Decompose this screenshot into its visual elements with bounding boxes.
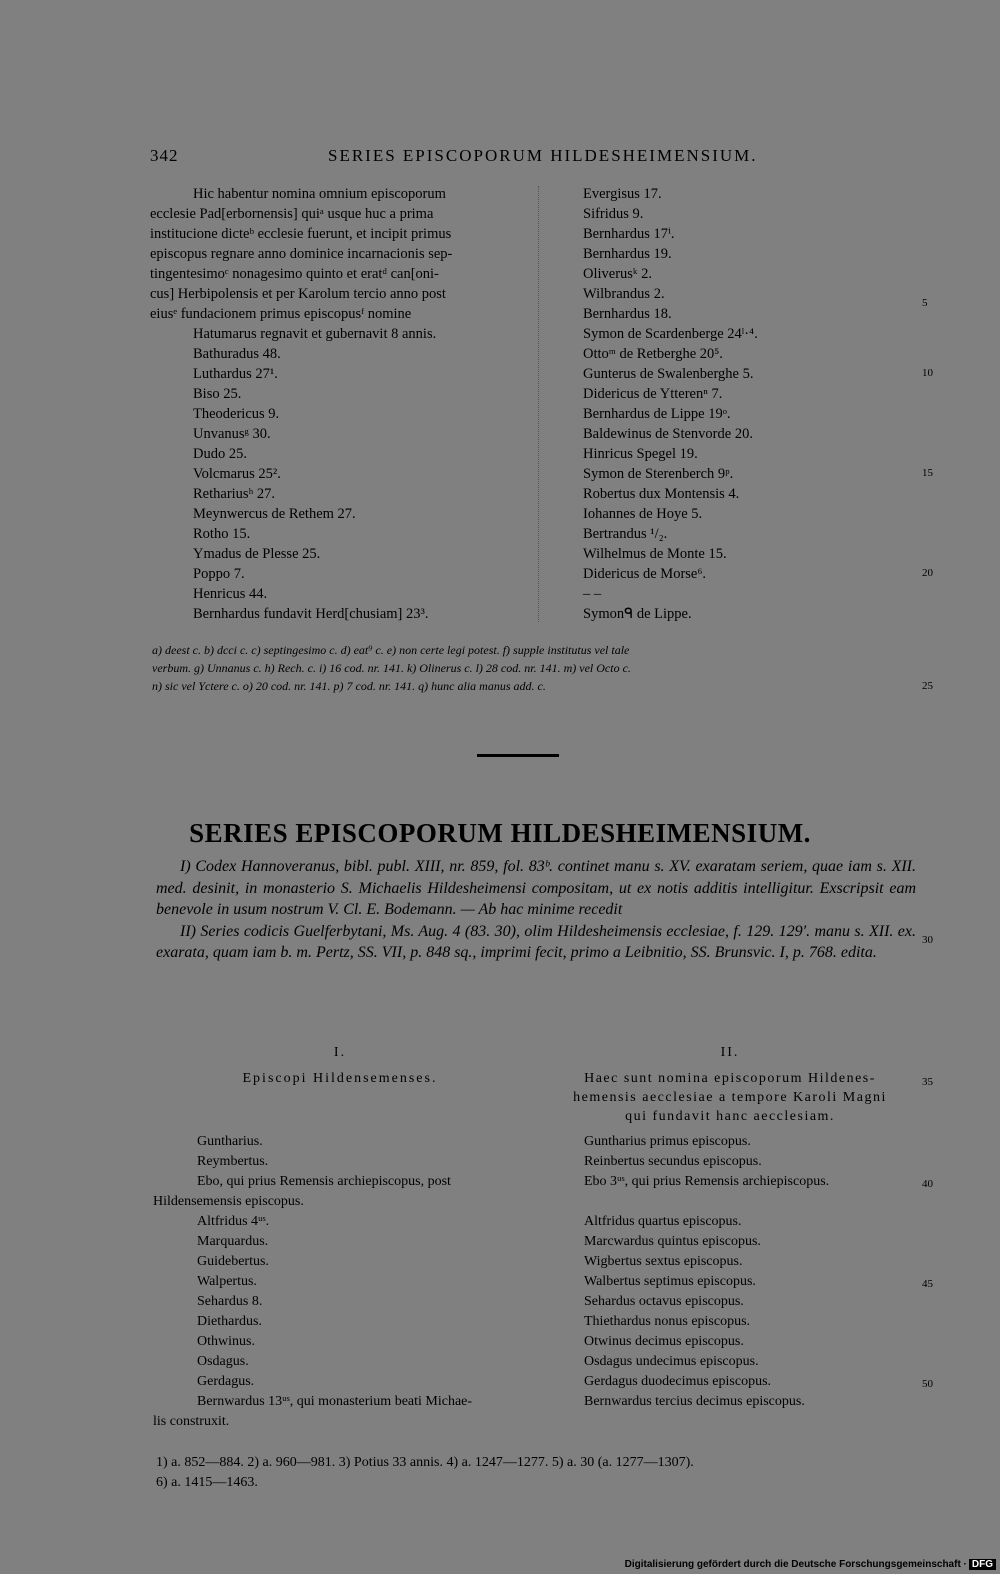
- line-number: 30: [922, 934, 933, 946]
- col2-heading-line: hemensis aecclesiae a tempore Karoli Magni: [573, 1090, 887, 1105]
- text-line: – –: [583, 586, 602, 602]
- page-number: 342: [150, 146, 179, 165]
- text-line: ecclesie Pad[erbornensis] quiᵃ usque huc a prima: [150, 206, 434, 222]
- text-line: tingentesimoᶜ nonagesimo quinto et eratᵈ can[oni-: [150, 266, 439, 282]
- text-line: Rotho 15.: [193, 526, 251, 542]
- text-line: Bernhardus fundavit Herd[chusiam] 23³.: [193, 606, 429, 622]
- bottom-note: 6) a. 1415—1463.: [156, 1475, 258, 1490]
- line-number: 15: [922, 467, 933, 479]
- footer-text: Digitalisierung gefördert durch die Deutsche Forschungsgemeinschaft ·: [624, 1559, 967, 1570]
- text-line: Gerdagus duodecimus episcopus.: [584, 1374, 772, 1389]
- text-line: Altfridus 4ᵘˢ.: [197, 1214, 270, 1229]
- text-line: Baldewinus de Stenvorde 20.: [583, 426, 753, 442]
- bottom-note: 1) a. 852—884. 2) a. 960—981. 3) Potius 33 annis. 4) a. 1247—1277. 5) a. 30 (a. 1277—1307).: [156, 1455, 694, 1470]
- line-number: 25: [922, 680, 933, 692]
- text-line: Bernwardus tercius decimus episcopus.: [584, 1394, 805, 1409]
- line-number: 50: [922, 1378, 933, 1390]
- dfg-footer: [625, 1559, 996, 1570]
- text-line: Walbertus septimus episcopus.: [584, 1274, 756, 1289]
- col1-roman: I.: [333, 1045, 347, 1060]
- col2-heading-line: qui fundavit hanc aecclesiam.: [625, 1109, 835, 1124]
- text-line: Symonᑫ de Lippe.: [583, 606, 692, 622]
- line-number: 10: [922, 367, 933, 379]
- text-line: Volcmarus 25².: [193, 466, 281, 482]
- intro-paragraph-1: I) Codex Hannoveranus, bibl. publ. XIII, nr. 859, fol. 83ᵇ. continet manu s. XV. exaratam seriem, quae iam s. XII. med. desinit, in monasterio S. Michaelis Hildesheimensi compositam, ut ex notis additis intelligitur. Exscripsit eam benevole in usum nostrum V. Cl. E. Bodemann. — Ab hac minime recedit: [156, 858, 916, 918]
- text-line: Guntharius.: [197, 1134, 263, 1149]
- text-line: Rethariusʰ 27.: [193, 486, 275, 502]
- text-line: Ebo 3ᵘˢ, qui prius Remensis archiepiscopus.: [584, 1174, 830, 1189]
- text-line: Sehardus 8.: [197, 1294, 263, 1309]
- line-number: 40: [922, 1178, 933, 1190]
- text-line: Bernhardus de Lippe 19ᵒ.: [583, 406, 731, 422]
- line-number: 45: [922, 1278, 933, 1290]
- footnote-line: n) sic vel Yctere c. o) 20 cod. nr. 141. p) 7 cod. nr. 141. q) hunc alia manus add. c.: [152, 679, 546, 693]
- text-line: Bertrandus ¹/₂.: [583, 526, 668, 542]
- text-line: Walpertus.: [197, 1274, 257, 1289]
- text-line: Gerdagus.: [197, 1374, 255, 1389]
- text-line: Ymadus de Plesse 25.: [193, 546, 321, 562]
- text-line: Unvanusᵍ 30.: [193, 426, 271, 442]
- dfg-logo: DFG: [969, 1559, 996, 1570]
- text-line: Osdagus undecimus episcopus.: [584, 1354, 759, 1369]
- text-line: Robertus dux Montensis 4.: [583, 486, 740, 502]
- text-line: Guidebertus.: [197, 1254, 269, 1269]
- text-line: Altfridus quartus episcopus.: [584, 1214, 742, 1229]
- col2-heading-line: Haec sunt nomina episcoporum Hildenes-: [584, 1071, 876, 1086]
- text-line: Bernhardus 18.: [583, 306, 672, 322]
- text-line: Bernwardus 13ᵘˢ, qui monasterium beati Michae-: [197, 1394, 473, 1409]
- col1-heading: Episcopi Hildensemenses.: [242, 1071, 438, 1086]
- text-line: Sehardus octavus episcopus.: [584, 1294, 744, 1309]
- text-line: Otwinus decimus episcopus.: [584, 1334, 744, 1349]
- text-line: Ebo, qui prius Remensis archiepiscopus, post: [197, 1174, 451, 1189]
- text-line: Ottoᵐ de Retberghe 20⁵.: [583, 346, 723, 362]
- text-line: Thiethardus nonus episcopus.: [584, 1314, 751, 1329]
- text-line: institucione dicteᵇ ecclesie fuerunt, et incipit primus: [150, 226, 452, 242]
- text-line: Bernhardus 19.: [583, 246, 672, 262]
- text-line: Poppo 7.: [193, 566, 245, 582]
- section-title: SERIES EPISCOPORUM HILDESHEIMENSIUM.: [189, 818, 811, 848]
- column-separator: [538, 186, 540, 622]
- text-line: Evergisus 17.: [583, 186, 662, 202]
- text-line: Symon de Scardenberge 24ˡ·⁴.: [583, 326, 758, 342]
- text-line: Wigbertus sextus episcopus.: [584, 1254, 743, 1269]
- text-line: Didericus de Morse⁶.: [583, 566, 707, 582]
- text-line: Didericus de Ytterenⁿ 7.: [583, 386, 723, 402]
- footnote-line: verbum. g) Unnanus c. h) Rech. c. i) 16 cod. nr. 141. k) Olinerus c. l) 28 cod. nr. 141. m) vel Octo c.: [152, 661, 631, 675]
- col2-roman: II.: [720, 1045, 740, 1060]
- text-line: Wilbrandus 2.: [583, 286, 665, 302]
- text-line: Oliverusᵏ 2.: [583, 266, 653, 282]
- text-line: Dudo 25.: [193, 446, 247, 462]
- running-title: SERIES EPISCOPORUM HILDESHEIMENSIUM.: [328, 146, 758, 165]
- text-line: lis construxit.: [153, 1414, 230, 1429]
- text-line: cus] Herbipolensis et per Karolum tercio anno post: [150, 286, 446, 302]
- text-line: Symon de Sterenberch 9ᵖ.: [583, 466, 734, 482]
- text-line: Osdagus.: [197, 1354, 249, 1369]
- text-line: Marquardus.: [197, 1234, 269, 1249]
- text-line: eiusᵉ fundacionem primus episcopusᶠ nomine: [150, 306, 412, 322]
- text-line: Luthardus 27¹.: [193, 366, 278, 382]
- section-rule: [477, 754, 559, 757]
- text-line: Hic habentur nomina omnium episcoporum: [193, 186, 446, 202]
- text-line: Meynwercus de Rethem 27.: [193, 506, 356, 522]
- text-line: Guntharius primus episcopus.: [584, 1134, 751, 1149]
- text-line: Marcwardus quintus episcopus.: [584, 1234, 761, 1249]
- intro-text: [156, 856, 916, 964]
- text-line: Wilhelmus de Monte 15.: [583, 546, 727, 562]
- text-line: Bathuradus 48.: [193, 346, 281, 362]
- text-line: Hatumarus regnavit et gubernavit 8 annis.: [193, 326, 437, 342]
- line-number: 20: [922, 567, 933, 579]
- text-line: Othwinus.: [197, 1334, 255, 1349]
- text-line: Bernhardus 17ⁱ.: [583, 226, 675, 242]
- intro-paragraph-2: II) Series codicis Guelferbytani, Ms. Aug. 4 (83. 30), olim Hildesheimensis ecclesiae, f. 129. 129′. manu s. XII. ex. exarata, quam iam b. m. Pertz, SS. VII, p. 848 sq., imprimi fecit, primo a Leibnitio, SS. Brunsvic. I, p. 768. edita.: [156, 922, 916, 961]
- text-line: Iohannes de Hoye 5.: [583, 506, 703, 522]
- text-line: Hildensemensis episcopus.: [153, 1194, 304, 1209]
- text-line: episcopus regnare anno dominice incarnacionis sep-: [150, 246, 453, 262]
- text-line: Reinbertus secundus episcopus.: [584, 1154, 762, 1169]
- text-line: Diethardus.: [197, 1314, 262, 1329]
- text-line: Sifridus 9.: [583, 206, 644, 222]
- text-line: Theodericus 9.: [193, 406, 280, 422]
- text-line: Gunterus de Swalenberghe 5.: [583, 366, 754, 382]
- line-number: 35: [922, 1076, 933, 1088]
- footnote-line: a) deest c. b) dcci c. c) septingesimo c. d) eat⁹ c. e) non certe legi potest. f) supple institutus vel tale: [152, 643, 630, 657]
- line-number: 5: [922, 297, 928, 309]
- text-line: Hinricus Spegel 19.: [583, 446, 698, 462]
- text-line: Reymbertus.: [197, 1154, 269, 1169]
- text-line: Biso 25.: [193, 386, 242, 402]
- text-line: Henricus 44.: [193, 586, 268, 602]
